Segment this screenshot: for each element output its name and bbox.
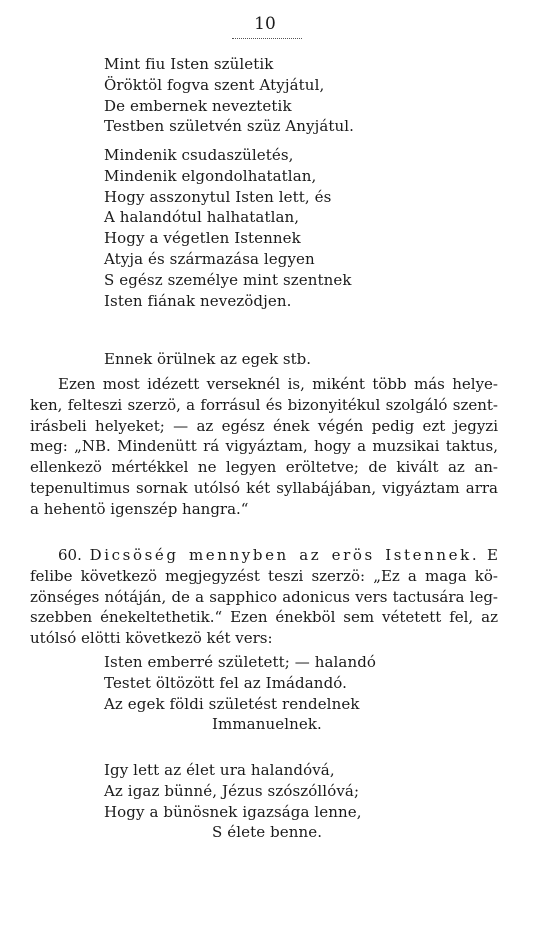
prose-line: felibe következö megjegyzést teszi szerzö: „Ez a maga kö-	[30, 566, 498, 585]
verse-line: Testben születvén szüz Anyjátul.	[104, 117, 355, 136]
verse-line: Immanuelnek.	[212, 715, 322, 734]
prose-line: Ezen most idézett verseknél is, miként több más helye-	[58, 375, 498, 393]
verse-line: Hogy a bünösnek igazsága lenne,	[104, 802, 362, 821]
prose-line: ken, felteszi szerzö, a forrásul és bizonyitékul szolgáló szent-	[30, 395, 498, 414]
hymn-title: Dicsöség mennyben az erös Istennek.	[89, 546, 480, 564]
prose-line: a hehentö igenszép hangra.“	[30, 499, 249, 518]
verse-line: Isten emberré született; — halandó	[104, 653, 377, 671]
verse-line: Az egek földi születést rendelnek	[104, 694, 360, 713]
commentary-paragraph-2	[30, 545, 498, 649]
verse-line: Hogy a végetlen Istennek	[104, 229, 301, 248]
verse-line: Mindenik elgondolhatatlan,	[104, 166, 317, 185]
refrain-line: Ennek örülnek az egek stb.	[104, 350, 311, 368]
hymn-title-tail: E	[487, 546, 498, 564]
verse-stanza-1	[104, 54, 354, 137]
verse-line: Isten fiának nevezödjen.	[104, 291, 292, 310]
prose-line: szebben énekeltethetik.“ Ezen énekböl sem vétetett fel, az	[30, 608, 498, 627]
prose-line: tepenultimus sornak utólsó két syllabájában, vigyáztam arra	[30, 478, 498, 497]
verse-line: Mindenik csudaszületés,	[104, 146, 294, 164]
verse-line: Atyja és származása legyen	[104, 249, 315, 268]
page-number: 10	[254, 14, 276, 34]
verse-line: Hogy asszonytul Isten lett, és	[104, 187, 332, 206]
verse-stanza-3	[104, 652, 376, 735]
verse-line: A halandótul halhatatlan,	[104, 208, 300, 227]
verse-stanza-2	[104, 145, 352, 311]
commentary-paragraph-1	[30, 374, 498, 520]
verse-line: Öröktöl fogva szent Atyjátul,	[104, 75, 325, 94]
verse-line: De embernek neveztetik	[104, 96, 292, 115]
prose-line: zönséges nótáján, de a sapphico adonicus vers tactusára leg-	[30, 587, 498, 606]
verse-line: S élete benne.	[212, 823, 323, 842]
verse-line: Testet öltözött fel az Imádandó.	[104, 673, 348, 692]
page-number-rule	[232, 38, 302, 39]
prose-line: ellenkezö mértékkel ne legyen eröltetve; de kivált az an-	[30, 458, 498, 477]
hymn-number: 60.	[58, 546, 82, 564]
verse-line: Igy lett az élet ura halandóvá,	[104, 761, 335, 779]
verse-line: Az igaz bünné, Jézus szószóllóvá;	[104, 781, 360, 800]
verse-line: S egész személye mint szentnek	[104, 270, 352, 289]
prose-line: utólsó elötti következö két vers:	[30, 629, 273, 648]
verse-line: Mint fiu Isten születik	[104, 55, 274, 73]
prose-line: meg: „NB. Mindenütt rá vigyáztam, hogy a muzsikai taktus,	[30, 437, 498, 456]
prose-line-heading	[30, 545, 498, 566]
prose-line: irásbeli helyeket; — az egész ének végén pedig ezt jegyzi	[30, 416, 498, 435]
verse-stanza-4	[104, 760, 362, 843]
